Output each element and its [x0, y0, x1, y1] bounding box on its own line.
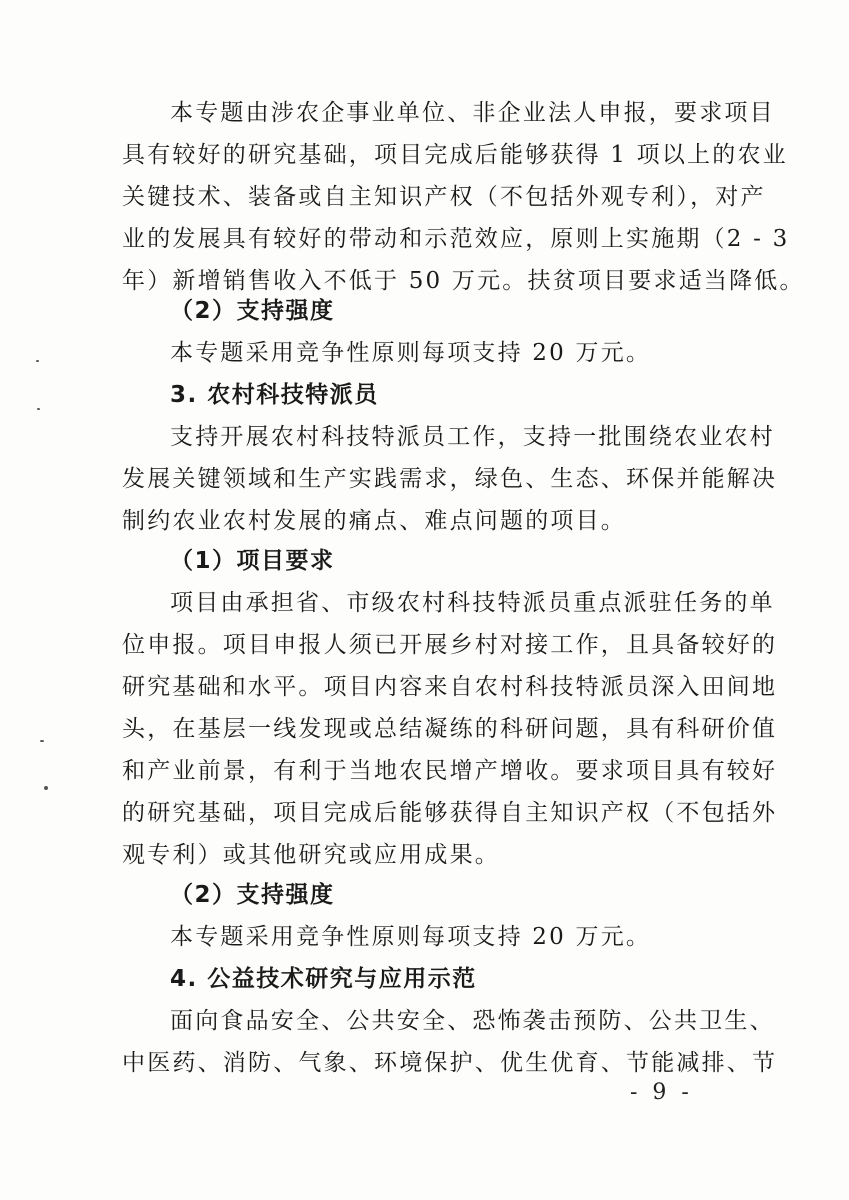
paragraph-line: 关键技术、装备或自主知识产权（不包括外观专利），对产	[122, 184, 766, 210]
paragraph-line: 研究基础和水平。项目内容来自农村科技特派员深入田间地	[122, 674, 778, 700]
paragraph-line: 项目由承担省、市级农村科技特派员重点派驻任务的单	[170, 590, 775, 616]
paragraph-line: 制约农业农村发展的痛点、难点问题的项目。	[122, 508, 626, 534]
paragraph-line: 头，在基层一线发现或总结凝练的科研问题，具有科研价值	[122, 716, 778, 742]
scan-speck	[36, 360, 39, 362]
subheading-support-strength: （2）支持强度	[170, 298, 335, 324]
paragraph-line: 面向食品安全、公共安全、恐怖袭击预防、公共卫生、	[170, 1008, 775, 1034]
paragraph-line: 发展关键领域和生产实践需求，绿色、生态、环保并能解决	[122, 466, 778, 492]
page-number: - 9 -	[630, 1080, 693, 1105]
subheading-project-requirements: （1）项目要求	[170, 548, 335, 574]
paragraph-line: 业的发展具有较好的带动和示范效应，原则上实施期（2 - 3	[122, 226, 790, 252]
scan-speck	[37, 408, 40, 410]
scan-speck	[40, 740, 44, 742]
paragraph-line: 年）新增销售收入不低于 50 万元。扶贫项目要求适当降低。	[122, 268, 805, 294]
paragraph-line: 观专利）或其他研究或应用成果。	[122, 842, 500, 868]
scan-speck	[44, 786, 48, 790]
paragraph-line: 的研究基础，项目完成后能够获得自主知识产权（不包括外	[122, 800, 778, 826]
paragraph-line: 本专题采用竞争性原则每项支持 20 万元。	[170, 924, 652, 950]
paragraph-line: 和产业前景，有利于当地农民增产增收。要求项目具有较好	[122, 758, 778, 784]
paragraph-line: 具有较好的研究基础，项目完成后能够获得 1 项以上的农业	[122, 142, 788, 168]
paragraph-line: 本专题采用竞争性原则每项支持 20 万元。	[170, 340, 652, 366]
paragraph-line: 支持开展农村科技特派员工作，支持一批围绕农业农村	[170, 424, 775, 450]
section-heading-rural-tech-envoy: 3. 农村科技特派员	[170, 382, 379, 408]
paragraph-line: 位申报。项目申报人须已开展乡村对接工作，且具备较好的	[122, 632, 778, 658]
paragraph-line: 中医药、消防、气象、环境保护、优生优育、节能减排、节	[122, 1050, 778, 1076]
section-heading-public-tech: 4. 公益技术研究与应用示范	[170, 966, 477, 992]
paragraph-line: 本专题由涉农企事业单位、非企业法人申报，要求项目	[170, 100, 775, 126]
subheading-support-strength: （2）支持强度	[170, 882, 335, 908]
